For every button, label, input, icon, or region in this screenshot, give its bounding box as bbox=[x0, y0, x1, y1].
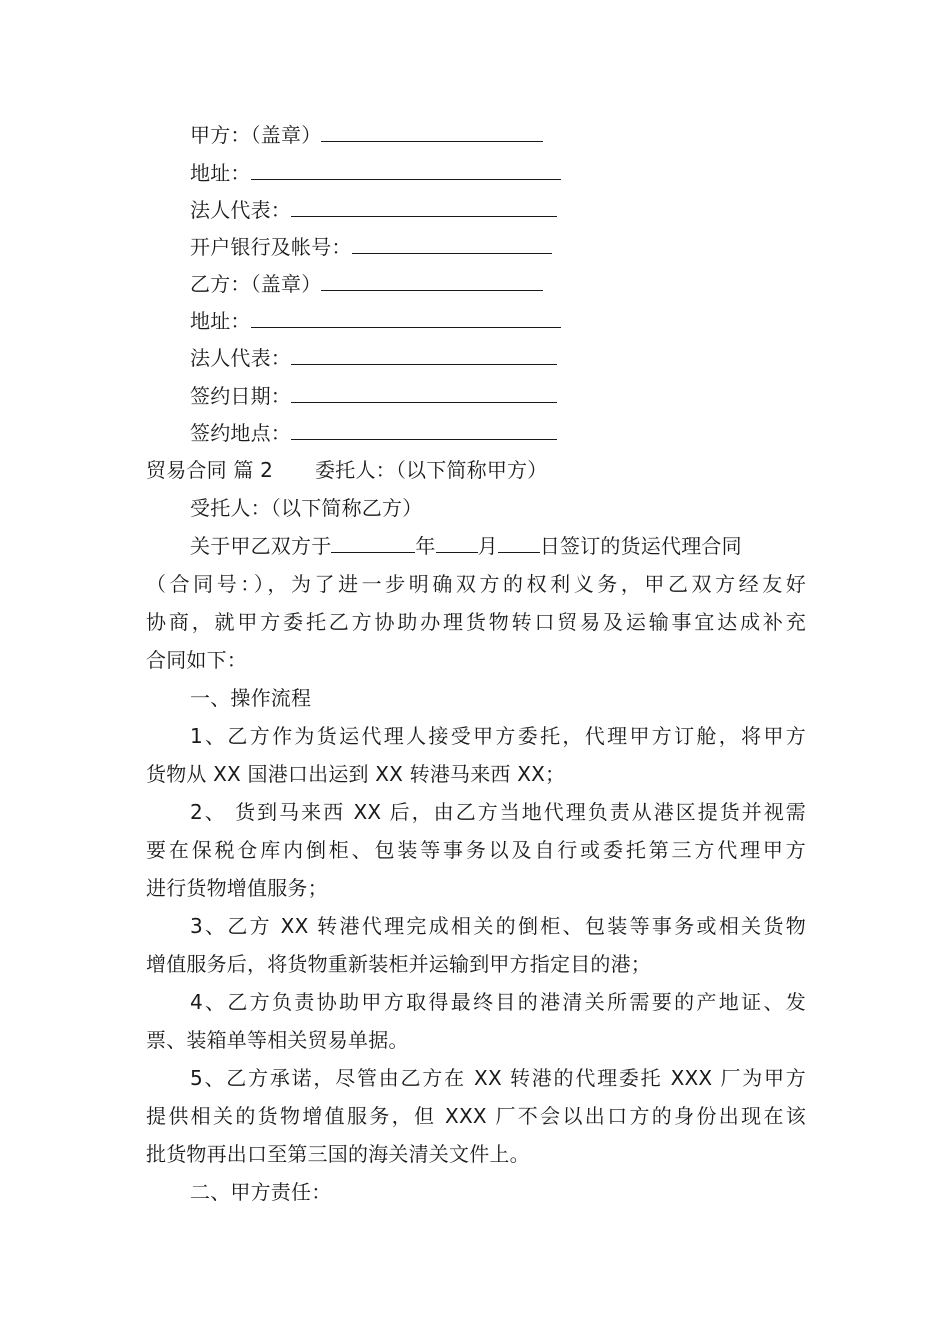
contract-heading-line bbox=[146, 452, 547, 489]
section-2-title: 二、甲方责任： bbox=[190, 1180, 332, 1204]
intro-text-a: 关于甲乙双方于 bbox=[190, 534, 332, 558]
item-4-line-1: 4、乙方负责协助甲方取得最终目的港清关所需要的产地证、发 bbox=[190, 990, 806, 1014]
intro-line-4: 合同如下： bbox=[146, 648, 247, 672]
sign-date-blank bbox=[291, 378, 557, 403]
party-a-legal-rep-line bbox=[190, 192, 557, 229]
party-a-seal-blank bbox=[321, 117, 543, 142]
intro-year-label: 年 bbox=[415, 534, 436, 558]
item-2-line-2: 要在保税仓库内倒柜、包装等事务以及自行或委托第三方代理甲方 bbox=[146, 838, 806, 862]
party-a-bank-blank bbox=[352, 229, 552, 254]
party-a-legal-rep-label: 法人代表： bbox=[190, 198, 291, 222]
party-a-bank-label: 开户银行及帐号： bbox=[190, 235, 352, 259]
trustee: 受托人：（以下简称乙方） bbox=[190, 496, 423, 520]
sign-place-label: 签约地点： bbox=[190, 421, 291, 445]
day-blank bbox=[498, 528, 540, 553]
sign-place-blank bbox=[291, 415, 557, 440]
intro-text-b: 日签订的货运代理合同 bbox=[539, 534, 742, 558]
item-3-line-2: 增值服务后，将货物重新装柜并运输到甲方指定目的港； bbox=[146, 952, 651, 976]
party-b-address-label: 地址： bbox=[190, 309, 251, 333]
intro-month-label: 月 bbox=[477, 534, 498, 558]
party-a-seal-line bbox=[190, 117, 543, 154]
item-3-line-1: 3、乙方 XX 转港代理完成相关的倒柜、包装等事务或相关货物 bbox=[190, 914, 806, 938]
item-4-line-2: 票、装箱单等相关贸易单据。 bbox=[146, 1028, 409, 1052]
item-2-line-3: 进行货物增值服务； bbox=[146, 876, 328, 900]
intro-line-3: 协商，就甲方委托乙方协助办理货物转口贸易及运输事宜达成补充 bbox=[146, 610, 806, 634]
item-5-line-1: 5、乙方承诺，尽管由乙方在 XX 转港的代理委托 XXX 厂为甲方 bbox=[190, 1066, 806, 1090]
party-b-address-line bbox=[190, 303, 561, 340]
intro-line-1 bbox=[190, 528, 742, 565]
item-2-line-1: 2、 货到马来西 XX 后，由乙方当地代理负责从港区提货并视需 bbox=[190, 800, 806, 824]
party-b-seal-blank bbox=[321, 266, 543, 291]
item-5-line-3: 批货物再出口至第三国的海关清关文件上。 bbox=[146, 1142, 530, 1166]
contract-heading: 贸易合同 篇 2 bbox=[146, 458, 274, 482]
sign-date-line bbox=[190, 378, 557, 415]
year-blank bbox=[331, 528, 415, 553]
trustee-line bbox=[190, 490, 422, 527]
party-b-legal-rep-line bbox=[190, 340, 557, 377]
item-1-line-1: 1、乙方作为货运代理人接受甲方委托，代理甲方订舱，将甲方 bbox=[190, 724, 806, 748]
entrusting-party: 委托人：（以下简称甲方） bbox=[315, 458, 548, 482]
party-b-seal-line bbox=[190, 266, 543, 303]
party-b-legal-rep-blank bbox=[291, 340, 557, 365]
sign-date-label: 签约日期： bbox=[190, 384, 291, 408]
party-b-seal-label: 乙方：（盖章） bbox=[190, 272, 322, 296]
intro-line-2: （合同号：），为了进一步明确双方的权利义务，甲乙双方经友好 bbox=[146, 572, 806, 596]
party-b-legal-rep-label: 法人代表： bbox=[190, 346, 291, 370]
party-a-address-line bbox=[190, 155, 561, 192]
month-blank bbox=[436, 528, 478, 553]
party-a-bank-line bbox=[190, 229, 552, 266]
item-1-line-2: 货物从 XX 国港口出运到 XX 转港马来西 XX； bbox=[146, 762, 566, 786]
party-a-seal-label: 甲方：（盖章） bbox=[190, 123, 322, 147]
party-b-address-blank bbox=[251, 303, 561, 328]
party-a-address-blank bbox=[251, 155, 561, 180]
sign-place-line bbox=[190, 415, 557, 452]
section-1-title: 一、操作流程 bbox=[190, 686, 312, 710]
item-5-line-2: 提供相关的货物增值服务，但 XXX 厂不会以出口方的身份出现在该 bbox=[146, 1104, 806, 1128]
party-a-legal-rep-blank bbox=[291, 192, 557, 217]
party-a-address-label: 地址： bbox=[190, 161, 251, 185]
